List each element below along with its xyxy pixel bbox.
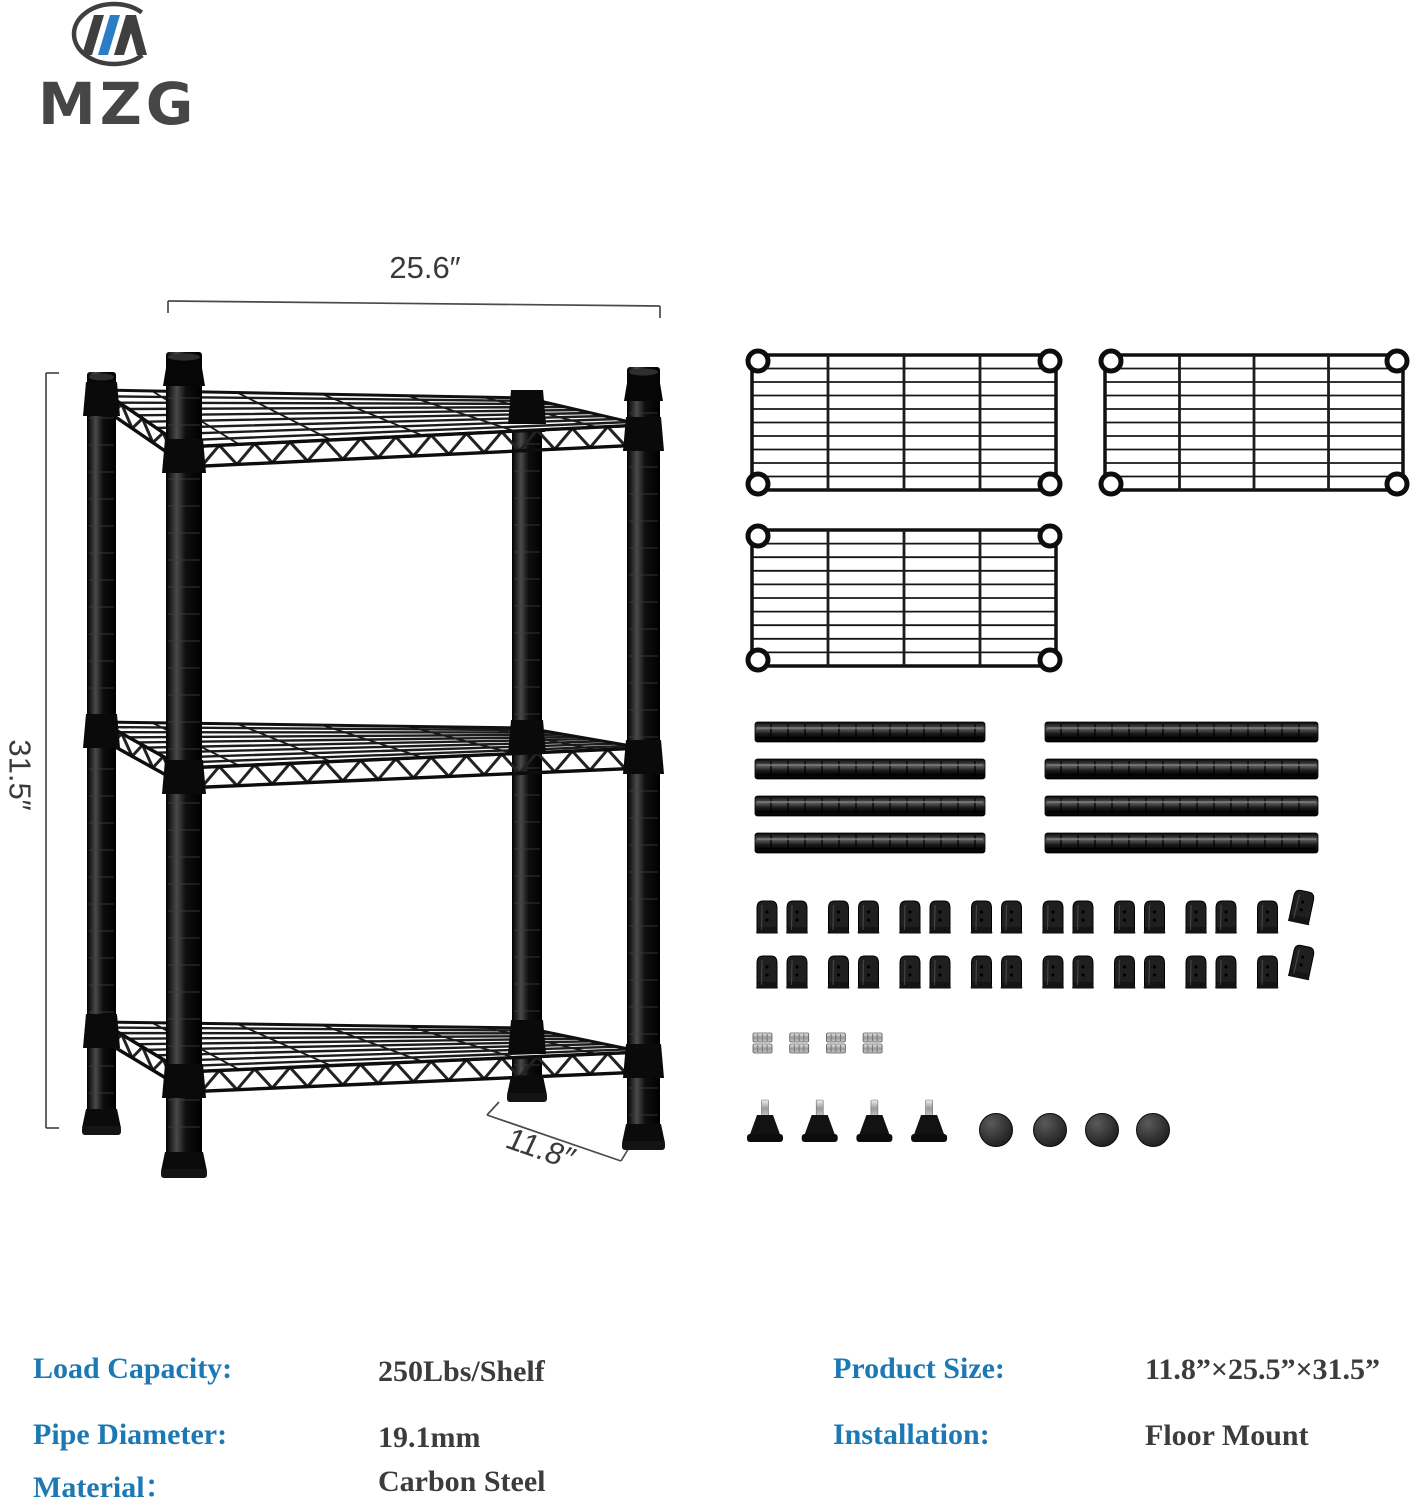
part-dome-cap xyxy=(980,1114,1013,1147)
part-shelf-clip xyxy=(1001,956,1023,988)
part-pole-connector xyxy=(863,1033,882,1053)
part-shelf-clip xyxy=(971,956,993,988)
spec-value-installation: Floor Mount xyxy=(1145,1419,1309,1453)
spec-value-pipe-diameter: 19.1mm xyxy=(378,1421,480,1455)
part-pole xyxy=(1045,722,1318,742)
part-shelf-clip xyxy=(1144,901,1166,933)
depth-dimension-label: 11.8″ xyxy=(500,1121,581,1176)
unit-foot xyxy=(161,1152,207,1178)
part-shelf-panel xyxy=(748,526,1060,670)
unit-pole-collar xyxy=(83,382,120,416)
part-shelf-clip xyxy=(929,901,951,933)
part-shelf-clip xyxy=(786,901,808,933)
unit-pole-collar xyxy=(83,1014,120,1048)
part-pole xyxy=(755,796,985,816)
part-shelf-panel xyxy=(1101,351,1407,494)
spec-label-product-size: Product Size: xyxy=(833,1352,1005,1386)
unit-pole-collar xyxy=(508,1020,546,1054)
part-leveling-foot xyxy=(856,1100,892,1142)
part-leveling-foot xyxy=(747,1100,783,1142)
part-shelf-clip xyxy=(1042,956,1064,988)
unit-pole-collar xyxy=(162,439,206,473)
unit-pole-cap xyxy=(163,354,205,387)
unit-pole-collar xyxy=(508,390,546,424)
part-dome-cap xyxy=(1086,1114,1119,1147)
part-shelf-clip xyxy=(1001,901,1023,933)
part-shelf-clip xyxy=(858,901,880,933)
part-shelf-clip xyxy=(828,956,850,988)
unit-foot xyxy=(622,1124,665,1150)
spec-value-material: Carbon Steel xyxy=(378,1465,546,1499)
part-pole xyxy=(755,759,985,779)
width-dimension-label: 25.6″ xyxy=(350,250,500,286)
part-shelf-clip xyxy=(756,956,778,988)
unit-pole-collar xyxy=(162,1064,206,1098)
part-shelf-panel xyxy=(748,351,1060,494)
part-shelf-clip xyxy=(1185,901,1207,933)
height-dimension-label: 31.5″ xyxy=(2,739,38,810)
part-shelf-clip xyxy=(1215,956,1237,988)
spec-label-load-capacity: Load Capacity: xyxy=(33,1352,232,1386)
product-shelf-unit xyxy=(60,340,680,1195)
spec-label-installation: Installation: xyxy=(833,1418,990,1452)
unit-pole-collar xyxy=(623,1044,664,1078)
part-dome-cap xyxy=(1034,1114,1067,1147)
part-shelf-clip xyxy=(1072,956,1094,988)
spec-label-material: Material： xyxy=(33,1462,175,1506)
part-shelf-clip xyxy=(756,901,778,933)
unit-pole-collar xyxy=(162,760,206,794)
part-shelf-clip xyxy=(929,956,951,988)
part-pole xyxy=(1045,759,1318,779)
part-pole xyxy=(755,722,985,742)
brand-wordmark: MZG xyxy=(38,70,197,138)
part-pole-connector xyxy=(826,1033,845,1053)
part-pole xyxy=(1045,796,1318,816)
part-shelf-clip xyxy=(899,901,921,933)
part-shelf-clip xyxy=(1072,901,1094,933)
unit-pole-cap xyxy=(624,369,663,402)
part-shelf-clip xyxy=(1288,889,1316,925)
part-shelf-clip xyxy=(1257,956,1279,988)
part-shelf-clip xyxy=(1114,956,1136,988)
unit-foot xyxy=(82,1109,121,1135)
part-shelf-clip xyxy=(899,956,921,988)
part-shelf-clip xyxy=(1042,901,1064,933)
part-dome-cap xyxy=(1137,1114,1170,1147)
part-pole-connector xyxy=(753,1033,772,1053)
parts-diagram xyxy=(730,330,1415,1170)
unit-foot xyxy=(507,1076,547,1102)
spec-value-product-size: 11.8”×25.5”×31.5” xyxy=(1145,1353,1380,1387)
part-pole-connector xyxy=(790,1033,809,1053)
part-pole xyxy=(1045,833,1318,853)
part-shelf-clip xyxy=(1185,956,1207,988)
unit-pole-collar xyxy=(623,740,664,774)
part-shelf-clip xyxy=(1288,944,1316,980)
unit-pole-collar xyxy=(623,417,664,451)
spec-value-load-capacity: 250Lbs/Shelf xyxy=(378,1355,545,1389)
part-leveling-foot xyxy=(802,1100,838,1142)
part-shelf-clip xyxy=(1144,956,1166,988)
width-dimension-line xyxy=(168,301,660,318)
spec-label-pipe-diameter: Pipe Diameter: xyxy=(33,1418,227,1452)
part-leveling-foot xyxy=(911,1100,947,1142)
part-shelf-clip xyxy=(1114,901,1136,933)
part-shelf-clip xyxy=(971,901,993,933)
part-shelf-clip xyxy=(1257,901,1279,933)
height-dimension-line xyxy=(46,373,59,1128)
unit-pole-collar xyxy=(508,720,546,754)
part-shelf-clip xyxy=(1215,901,1237,933)
part-shelf-clip xyxy=(786,956,808,988)
unit-pole-collar xyxy=(83,714,120,748)
part-shelf-clip xyxy=(828,901,850,933)
part-shelf-clip xyxy=(858,956,880,988)
part-pole xyxy=(755,833,985,853)
